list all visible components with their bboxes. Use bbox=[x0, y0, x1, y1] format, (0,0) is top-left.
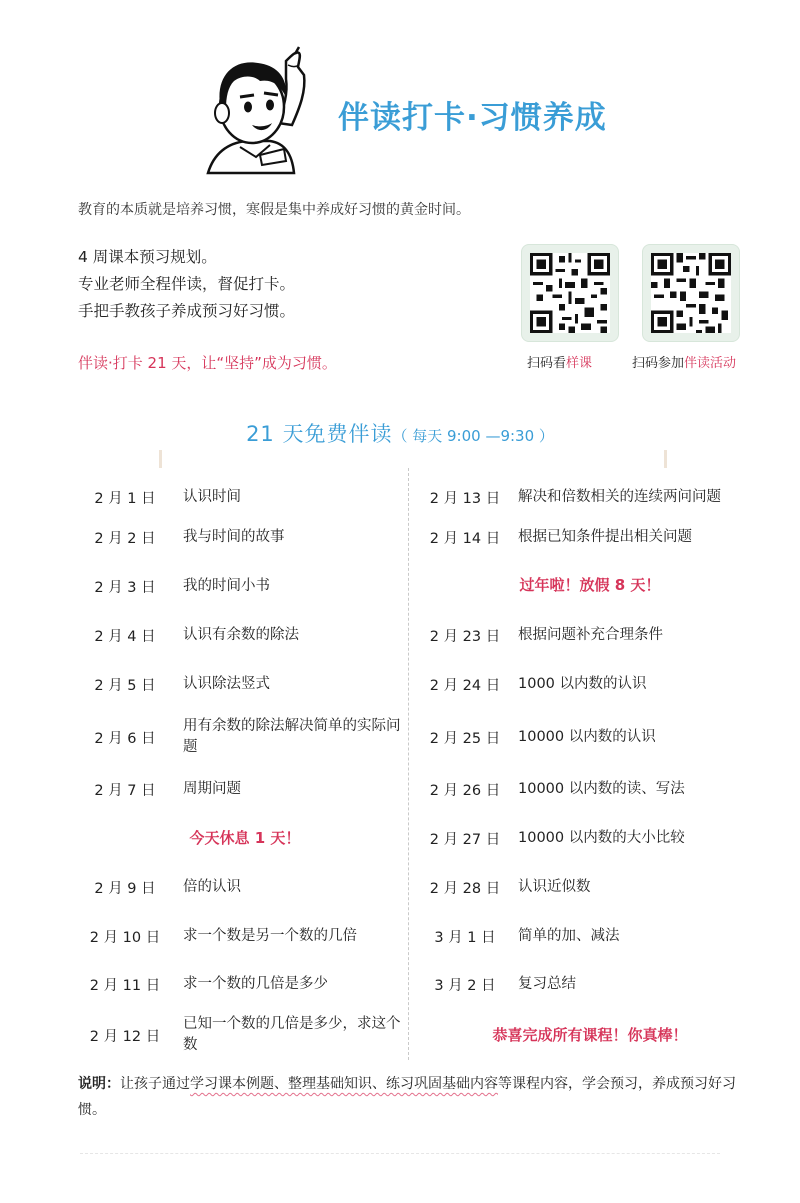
schedule-topic: 简单的加、减法 bbox=[518, 927, 620, 944]
schedule-row bbox=[80, 775, 410, 803]
schedule-date: 2 月 2 日 bbox=[94, 530, 156, 547]
qr-caption-highlight: 样课 bbox=[566, 356, 593, 371]
qr-code-join-activity[interactable] bbox=[642, 244, 740, 342]
schedule-topic: 我与时间的故事 bbox=[183, 528, 285, 545]
schedule-topic: 倍的认识 bbox=[183, 878, 241, 895]
rest-day-note: 今天休息 1 天！ bbox=[189, 829, 301, 847]
intro-text: 教育的本质就是培养习惯，寒假是集中养成好习惯的黄金时间。 bbox=[78, 202, 470, 218]
holiday-note: 过年啦！放假 8 天！ bbox=[519, 576, 661, 594]
schedule-row bbox=[420, 723, 780, 751]
schedule-row bbox=[420, 670, 780, 698]
schedule-row bbox=[420, 523, 780, 551]
schedule-date: 2 月 14 日 bbox=[429, 530, 501, 547]
completion-note: 恭喜完成所有课程！你真棒！ bbox=[492, 1026, 688, 1044]
slogan: 伴读·打卡 21 天，让“坚持”成为习惯。 bbox=[78, 354, 337, 372]
decorative-tick bbox=[159, 450, 162, 468]
schedule-topic: 已知一个数的几倍是多少，求这个数 bbox=[183, 1016, 401, 1053]
schedule-date: 3 月 1 日 bbox=[434, 929, 496, 946]
schedule-row bbox=[80, 670, 410, 698]
schedule-date: 2 月 6 日 bbox=[94, 730, 156, 747]
footer-divider bbox=[80, 1153, 720, 1154]
schedule-topic: 求一个数的几倍是多少 bbox=[183, 975, 328, 992]
schedule-topic: 认识除法竖式 bbox=[183, 675, 270, 692]
qr-caption-text: 扫码看 bbox=[527, 356, 567, 371]
schedule-date: 2 月 9 日 bbox=[94, 880, 156, 897]
schedule-date: 2 月 11 日 bbox=[89, 977, 161, 994]
schedule-topic: 解决和倍数相关的连续两问问题 bbox=[518, 488, 721, 505]
qr-caption-text: 扫码参加 bbox=[632, 356, 685, 371]
schedule-date: 2 月 1 日 bbox=[94, 490, 156, 507]
schedule-date: 2 月 13 日 bbox=[429, 490, 501, 507]
qr-code-icon bbox=[651, 253, 731, 333]
schedule-date: 2 月 24 日 bbox=[429, 677, 501, 694]
schedule-row bbox=[80, 483, 410, 511]
schedule-date: 2 月 25 日 bbox=[429, 730, 501, 747]
footer-text: 等课程内容，学会预习，养成预习好习惯。 bbox=[78, 1076, 736, 1118]
schedule-date: 2 月 26 日 bbox=[429, 782, 501, 799]
schedule-row bbox=[420, 483, 780, 511]
schedule-topic: 认识有余数的除法 bbox=[183, 626, 299, 643]
feature-point: 专业老师全程伴读，督促打卡。 bbox=[78, 275, 296, 293]
schedule-topic: 10000 以内数的大小比较 bbox=[518, 829, 685, 846]
schedule-row bbox=[80, 1011, 410, 1059]
schedule-date: 2 月 5 日 bbox=[94, 677, 156, 694]
schedule-date: 2 月 28 日 bbox=[429, 880, 501, 897]
schedule-title-main: 21 天免费伴读 bbox=[246, 422, 393, 446]
feature-point: 4 周课本预习规划。 bbox=[78, 248, 217, 266]
qr-caption-sample-lesson bbox=[527, 352, 592, 371]
schedule-row bbox=[80, 970, 410, 998]
schedule-time: （ 每天 9:00 —9:30 ） bbox=[392, 427, 554, 445]
schedule-topic: 10000 以内数的读、写法 bbox=[518, 780, 685, 797]
schedule-topic: 周期问题 bbox=[183, 780, 241, 797]
schedule-row bbox=[80, 621, 410, 649]
qr-code-icon bbox=[530, 253, 610, 333]
schedule-topic: 认识时间 bbox=[183, 488, 241, 505]
schedule-topic: 根据已知条件提出相关问题 bbox=[518, 528, 692, 545]
schedule-row bbox=[80, 572, 410, 600]
footer-description bbox=[78, 1071, 748, 1123]
schedule-date: 2 月 4 日 bbox=[94, 628, 156, 645]
schedule-row bbox=[80, 922, 410, 950]
schedule-topic: 用有余数的除法解决简单的实际问题 bbox=[183, 718, 401, 755]
schedule-topic: 根据问题补充合理条件 bbox=[518, 626, 663, 643]
schedule-date: 2 月 10 日 bbox=[89, 929, 161, 946]
schedule-row bbox=[420, 824, 780, 852]
qr-caption-join-activity bbox=[632, 352, 736, 371]
qr-code-sample-lesson[interactable] bbox=[521, 244, 619, 342]
qr-caption-highlight: 伴读活动 bbox=[684, 356, 737, 371]
schedule-topic: 10000 以内数的认识 bbox=[518, 728, 656, 745]
schedule-topic: 我的时间小书 bbox=[183, 577, 270, 594]
schedule-date: 2 月 12 日 bbox=[89, 1028, 161, 1045]
footer-text: 让孩子通过 bbox=[120, 1076, 190, 1092]
schedule-row bbox=[80, 873, 410, 901]
schedule-date: 2 月 7 日 bbox=[94, 782, 156, 799]
feature-point: 手把手教孩子养成预习好习惯。 bbox=[78, 302, 296, 320]
schedule-row bbox=[420, 621, 780, 649]
schedule-row bbox=[420, 922, 780, 950]
footer-label: 说明： bbox=[78, 1076, 120, 1092]
schedule-topic: 1000 以内数的认识 bbox=[518, 675, 647, 692]
mascot-boy-illustration bbox=[200, 45, 340, 180]
footer-text-emphasis: 学习课本例题、整理基础知识、练习巩固基础内容 bbox=[190, 1076, 498, 1092]
schedule-date: 2 月 27 日 bbox=[429, 831, 501, 848]
schedule-topic: 复习总结 bbox=[518, 975, 576, 992]
schedule-date: 2 月 3 日 bbox=[94, 579, 156, 596]
schedule-row bbox=[420, 970, 780, 998]
schedule-row bbox=[420, 873, 780, 901]
schedule-date: 3 月 2 日 bbox=[434, 977, 496, 994]
schedule-row bbox=[420, 775, 780, 803]
schedule-topic: 求一个数是另一个数的几倍 bbox=[183, 927, 357, 944]
decorative-tick bbox=[664, 450, 667, 468]
schedule-title bbox=[0, 418, 800, 448]
schedule-row bbox=[80, 523, 410, 551]
feature-points bbox=[78, 244, 295, 325]
schedule-row bbox=[80, 713, 410, 761]
schedule-topic: 认识近似数 bbox=[518, 878, 591, 895]
schedule-date: 2 月 23 日 bbox=[429, 628, 501, 645]
page-title: 伴读打卡·习惯养成 bbox=[338, 100, 607, 136]
